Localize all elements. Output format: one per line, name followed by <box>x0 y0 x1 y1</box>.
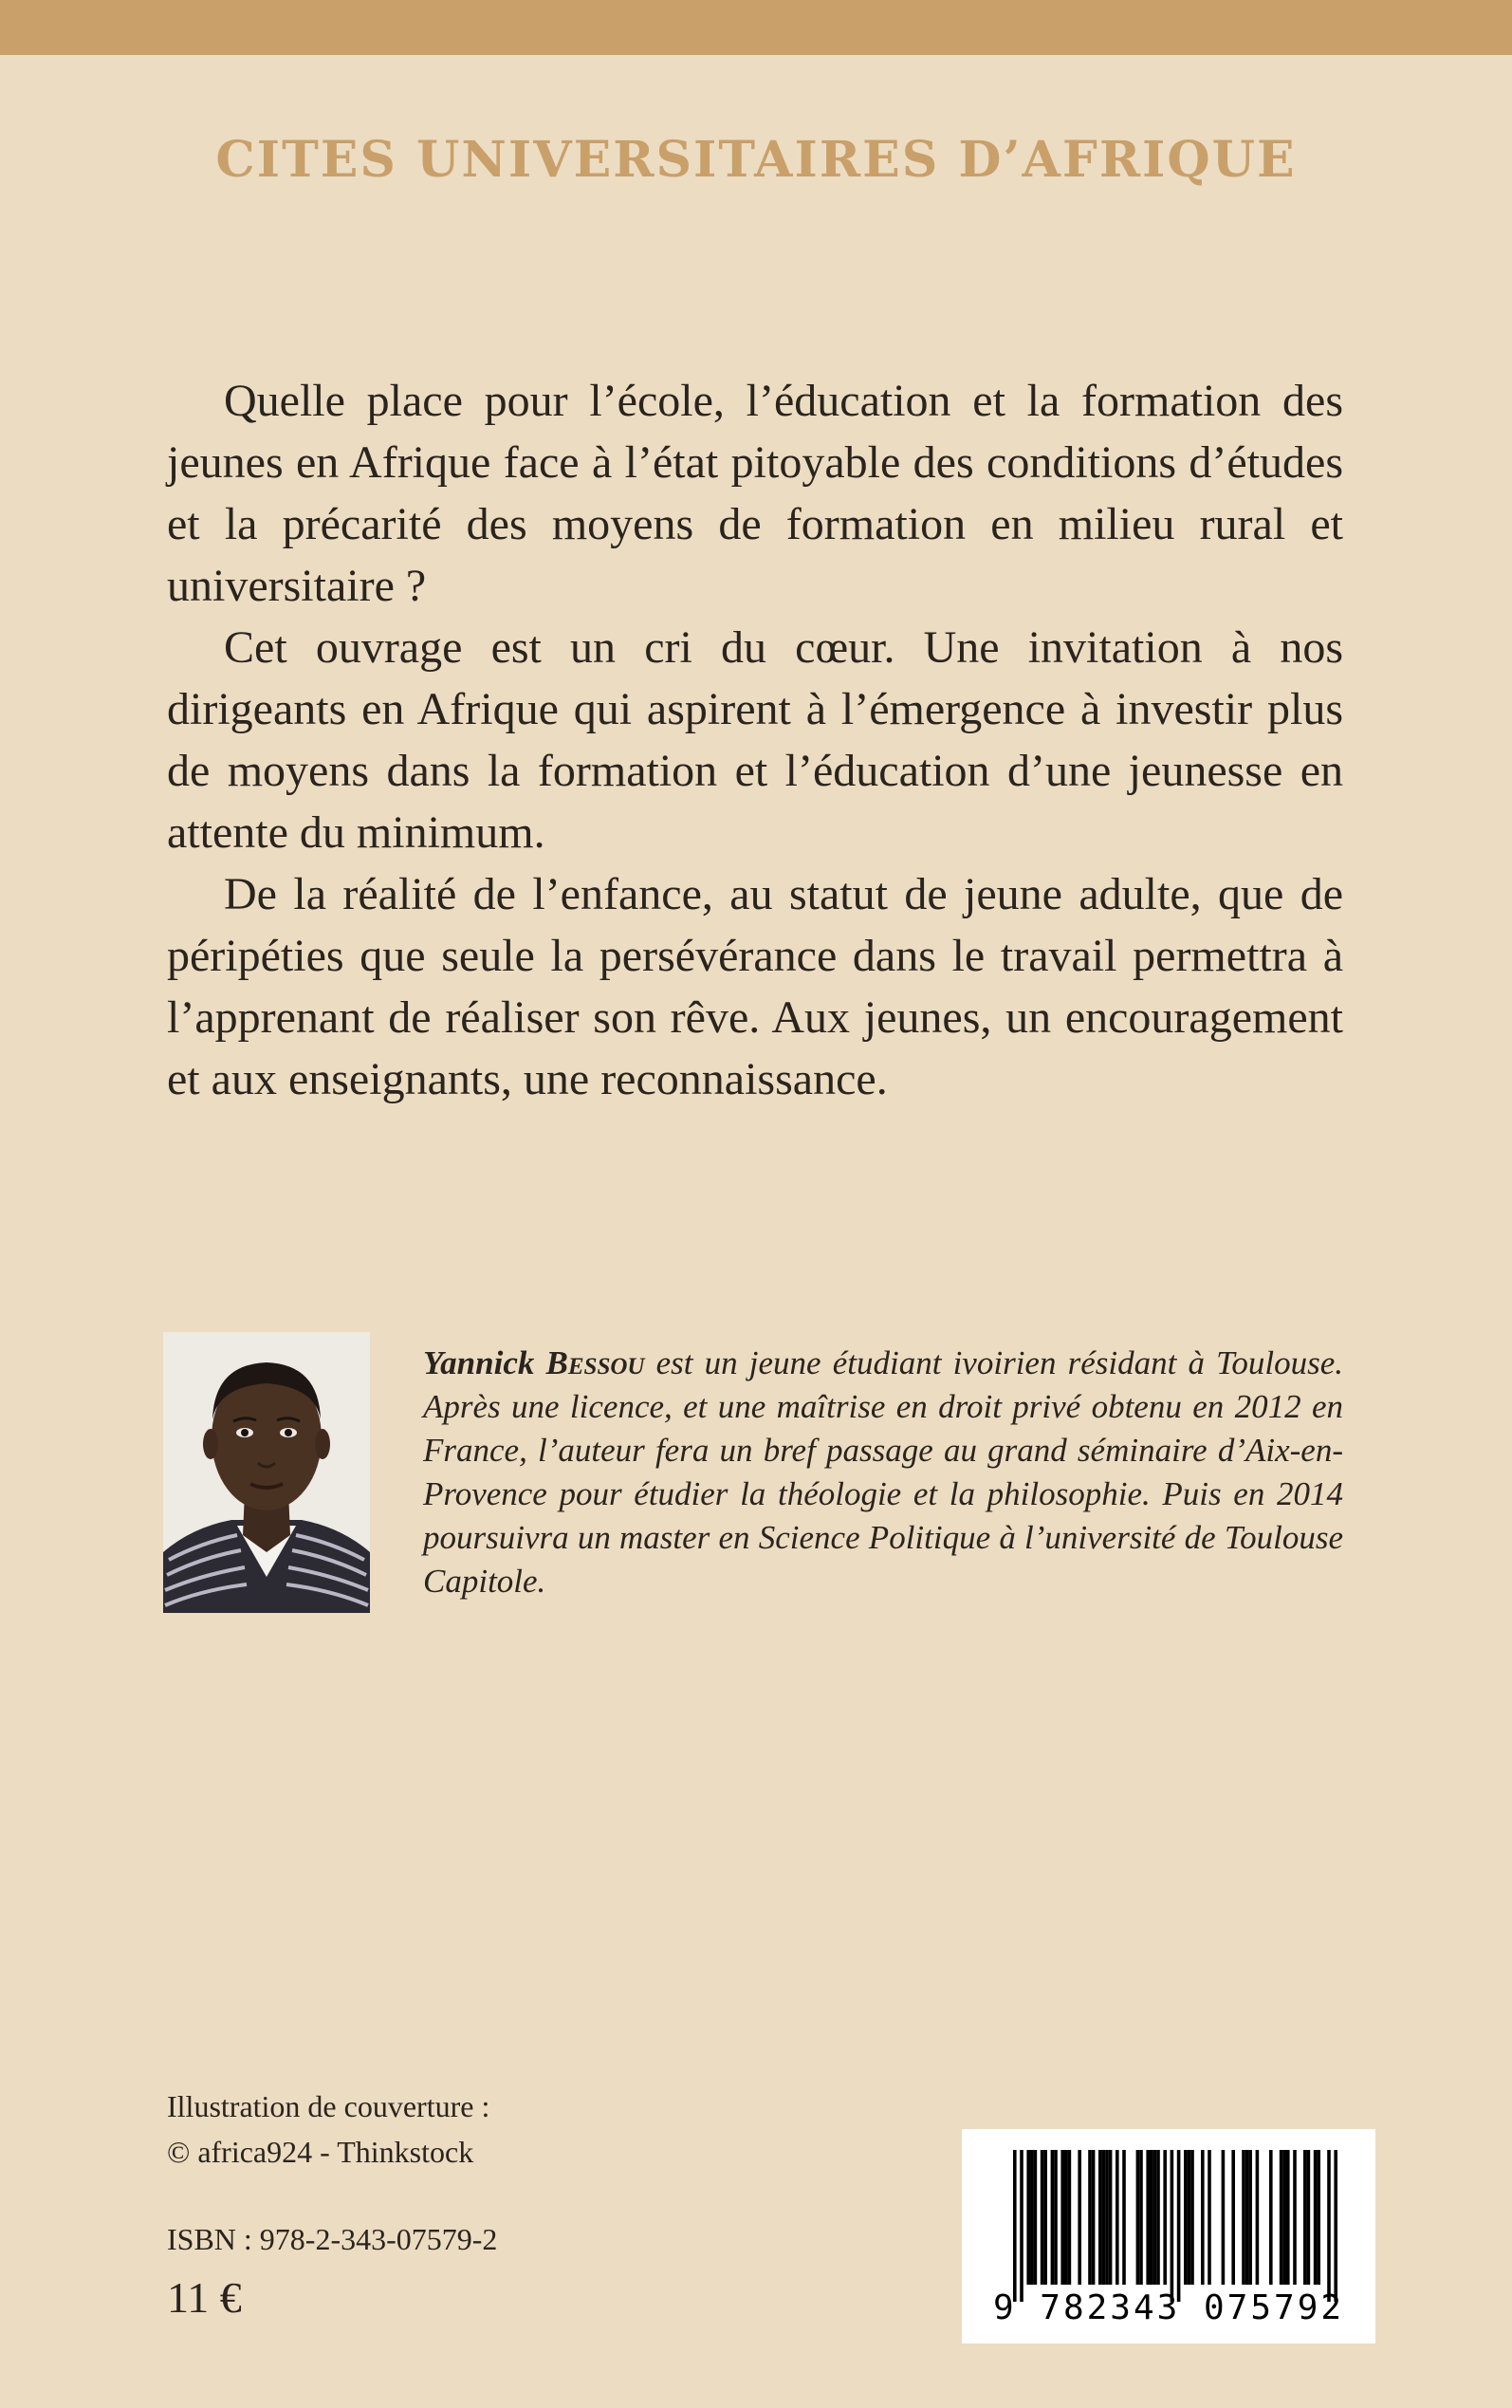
barcode-bar <box>1231 2150 1235 2285</box>
barcode-bar <box>1139 2150 1143 2285</box>
barcode-number: 9 782343 075792 <box>992 2288 1345 2327</box>
barcode-bar <box>1242 2150 1245 2285</box>
barcode-bar <box>1245 2150 1249 2285</box>
author-photo <box>163 1332 370 1613</box>
barcode-bar <box>1146 2150 1150 2285</box>
barcode-bar <box>1098 2150 1102 2285</box>
barcode-bar <box>1303 2150 1307 2285</box>
barcode-bar <box>1078 2150 1081 2285</box>
barcode-bar <box>1150 2150 1153 2285</box>
barcode-bar <box>1177 2150 1181 2302</box>
author-bio-text: est un jeune étudiant ivoirien résidant à Toulouse. Après une licence, et une maîtrise en droit privé obtenu en 2012 en France, l’auteur fera un bref passage au grand séminaire d’Aix-en-Provence pour étudier la théologie et la philosophie. Puis en 2014 poursuivra un master en Science Politique à l’université de Toulouse Capitole. <box>423 1344 1344 1600</box>
barcode-bar <box>1190 2150 1194 2285</box>
barcode-bar <box>1156 2150 1160 2285</box>
barcode-bar <box>1184 2150 1188 2285</box>
barcode-bar <box>1282 2150 1286 2285</box>
barcode-bar <box>1068 2150 1072 2285</box>
barcode-bar <box>1286 2150 1290 2285</box>
barcode-bar <box>1034 2150 1038 2285</box>
barcode-bar <box>1088 2150 1092 2285</box>
barcode-bar <box>1314 2150 1318 2285</box>
barcode-bar <box>1092 2150 1096 2285</box>
barcode-bar <box>1334 2150 1337 2302</box>
top-color-band <box>0 0 1512 55</box>
barcode-bar <box>1188 2150 1191 2285</box>
author-first-name: Yannick <box>423 1344 535 1381</box>
barcode-bar <box>1171 2150 1174 2302</box>
price: 11 € <box>167 2273 242 2322</box>
isbn: ISBN : 978-2-343-07579-2 <box>167 2222 498 2256</box>
barcode-bar <box>1163 2150 1167 2285</box>
barcode-bar <box>1293 2150 1297 2285</box>
barcode-bar <box>1043 2150 1047 2285</box>
barcode-bar <box>1116 2150 1119 2285</box>
author-last-name: Bessou <box>545 1344 645 1381</box>
barcode-bar <box>1248 2150 1252 2285</box>
barcode-bar <box>1051 2150 1055 2285</box>
author-bio <box>423 1342 1343 1603</box>
barcode-bar <box>1201 2150 1205 2285</box>
back-cover-blurb <box>167 370 1343 1110</box>
blurb-paragraph: Quelle place pour l’école, l’éducation et la formation des jeunes en Afrique face à l’état pitoyable des conditions d’études et la précarité des moyens de formation en milieu rural et universitaire ? <box>167 376 1343 611</box>
barcode-bar <box>1208 2150 1211 2285</box>
barcode-bar <box>1030 2150 1034 2285</box>
author-portrait-illustration <box>163 1332 370 1613</box>
barcode-bar <box>1327 2150 1331 2302</box>
barcode-bar <box>1122 2150 1126 2285</box>
barcode-bar <box>1256 2150 1260 2285</box>
illustration-credit-label: Illustration de couverture : <box>167 2089 490 2123</box>
barcode-bar <box>1105 2150 1109 2285</box>
barcode-bar <box>1064 2150 1068 2285</box>
blurb-paragraph: De la réalité de l’enfance, au statut de jeune adulte, que de péripéties que seule la persévérance dans le travail permettra à l’apprenant de réaliser son rêve. Aux jeunes, un encouragement et aux enseignants, une reconnaissance. <box>167 869 1343 1104</box>
barcode <box>962 2129 1375 2343</box>
barcode-bar <box>1060 2150 1064 2285</box>
barcode-bar <box>1222 2150 1226 2285</box>
barcode-bar <box>1269 2150 1273 2285</box>
cover-credits <box>167 2084 489 2175</box>
barcode-bar <box>1136 2150 1140 2285</box>
barcode-bar <box>1317 2150 1320 2285</box>
illustration-credit-source: © africa924 - Thinkstock <box>167 2135 474 2169</box>
blurb-paragraph: Cet ouvrage est un cri du cœur. Une invitation à nos dirigeants en Afrique qui aspirent à l’émergence à investir plus de moyens dans la formation et l’éducation d’une jeunesse en attente du minimum. <box>167 622 1343 858</box>
barcode-bar <box>1020 2150 1023 2302</box>
barcode-bar <box>1013 2150 1017 2302</box>
barcode-bar <box>1109 2150 1113 2285</box>
book-title: CITES UNIVERSITAIRES D’AFRIQUE <box>215 131 1297 189</box>
barcode-bar <box>1026 2150 1030 2285</box>
barcode-bar <box>1307 2150 1311 2285</box>
barcode-bar <box>1054 2150 1058 2285</box>
barcode-bar <box>1153 2150 1157 2285</box>
barcode-bar <box>1041 2150 1044 2285</box>
barcode-bar <box>1280 2150 1283 2285</box>
barcode-bar <box>1102 2150 1106 2285</box>
